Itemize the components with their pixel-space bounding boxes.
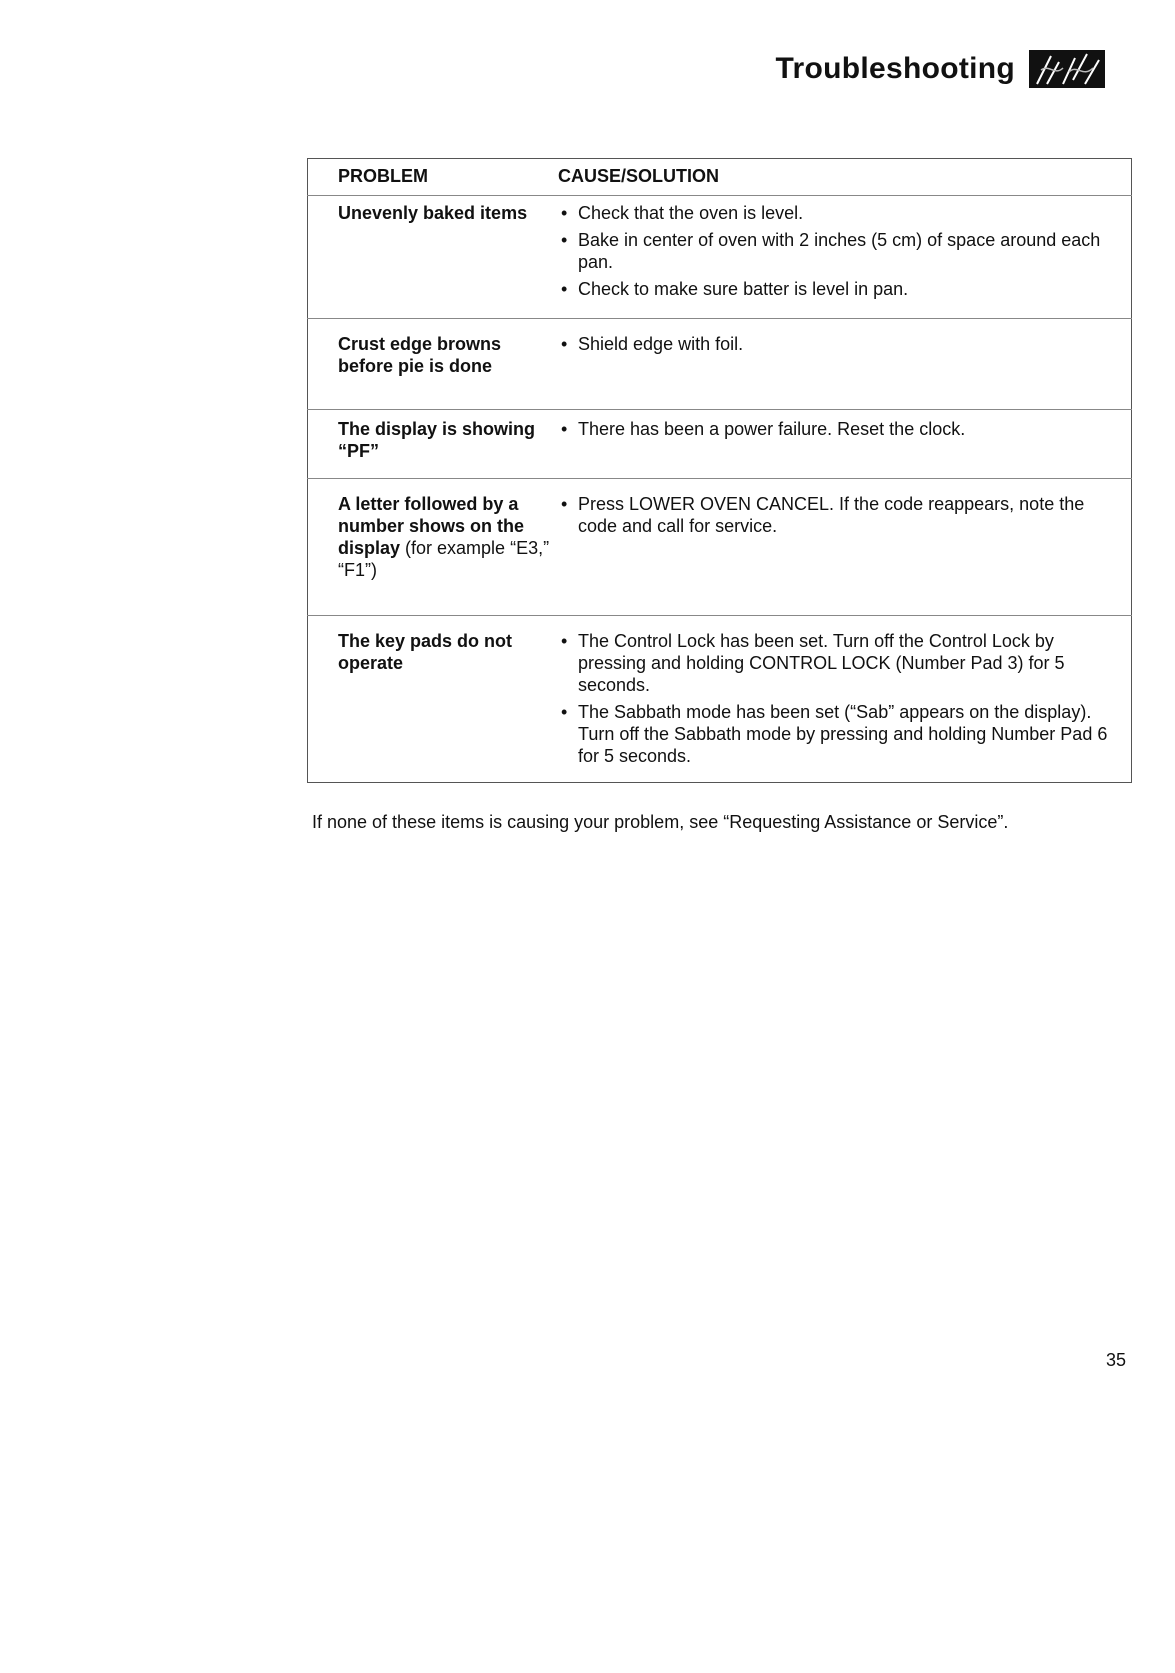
solution-item: • The Control Lock has been set. Turn off the Control Lock by pressing and holding CONTROL LOCK (Number Pad 3) for 5 seconds.	[558, 630, 1111, 696]
problem-text: The key pads do not operate	[338, 631, 513, 673]
page-header	[776, 50, 1105, 88]
solution-cell	[558, 319, 1132, 410]
solution-list	[558, 418, 1111, 440]
problem-column-header: PROBLEM	[308, 159, 559, 196]
solution-item: • There has been a power failure. Reset the clock.	[558, 418, 1111, 440]
troubleshooting-table	[307, 158, 1132, 783]
table-header-row	[308, 159, 1132, 196]
problem-cell	[308, 410, 559, 479]
problem-cell	[308, 616, 559, 783]
table-row	[308, 196, 1132, 319]
solution-item: • Press LOWER OVEN CANCEL. If the code reappears, note the code and call for service.	[558, 493, 1111, 537]
problem-cell	[308, 479, 559, 616]
solution-item: • Check that the oven is level.	[558, 202, 1111, 224]
solution-item: • Check to make sure batter is level in pan.	[558, 278, 1111, 300]
table-row	[308, 410, 1132, 479]
solution-item: • Shield edge with foil.	[558, 333, 1111, 355]
solution-column-header: CAUSE/SOLUTION	[558, 159, 1132, 196]
problem-text: Unevenly baked items	[338, 203, 528, 223]
solution-list	[558, 202, 1111, 300]
solution-cell	[558, 616, 1132, 783]
page-title: Troubleshooting	[775, 52, 1015, 85]
problem-cell	[308, 196, 559, 319]
table-row	[308, 479, 1132, 616]
solution-list	[558, 630, 1111, 767]
table-row	[308, 616, 1132, 783]
solution-cell	[558, 196, 1132, 319]
solution-list	[558, 333, 1111, 355]
solution-item: • Bake in center of oven with 2 inches (5 cm) of space around each pan.	[558, 229, 1111, 273]
solution-cell	[558, 479, 1132, 616]
table-row	[308, 319, 1132, 410]
problem-text: The display is showing “PF”	[338, 419, 536, 461]
solution-cell	[558, 410, 1132, 479]
problem-text: Crust edge browns before pie is done	[338, 334, 502, 376]
decorative-pattern-icon	[1029, 50, 1105, 88]
footer-note: If none of these items is causing your problem, see “Requesting Assistance or Service”.	[312, 812, 1009, 832]
solution-list	[558, 493, 1111, 537]
page-number: 35	[1106, 1350, 1127, 1370]
problem-cell	[308, 319, 559, 410]
problem-example-text: (for example “E3,” “F1”)	[338, 538, 550, 580]
solution-item: • The Sabbath mode has been set (“Sab” appears on the display). Turn off the Sabbath mode by pressing and holding Number Pad 6 for 5 seconds.	[558, 701, 1111, 767]
problem-text: A letter followed by a number shows on the display	[338, 494, 525, 558]
